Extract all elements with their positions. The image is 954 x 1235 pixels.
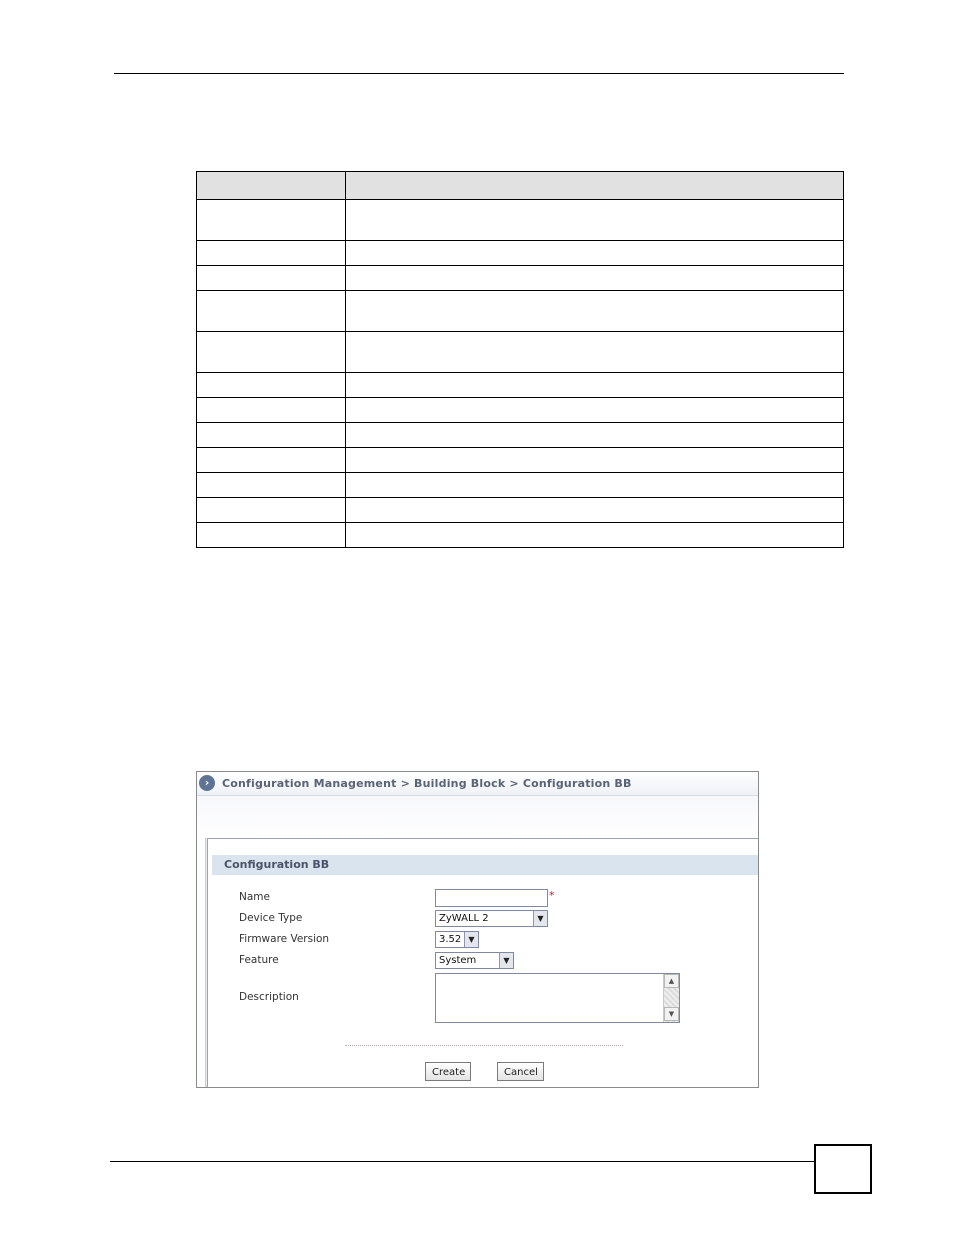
feature-select[interactable] [435,952,514,969]
table-row [197,241,844,266]
table-row [197,332,844,373]
chevron-down-icon[interactable]: ▼ [464,932,478,947]
create-button[interactable]: Create [425,1062,471,1081]
table-row [197,423,844,448]
table-row [197,373,844,398]
firmware-version-select[interactable] [435,931,479,948]
firmware-version-label: Firmware Version [239,933,330,945]
cancel-button[interactable]: Cancel [497,1062,544,1081]
name-input[interactable] [435,889,548,907]
button-separator [345,1045,623,1046]
panel-title: Configuration BB [224,858,330,871]
description-textarea[interactable] [435,973,680,1023]
device-type-label: Device Type [239,912,303,924]
feature-label: Feature [239,954,279,966]
table-row [197,266,844,291]
chevron-down-icon[interactable]: ▼ [499,953,513,968]
reference-table [196,171,844,548]
header-rule [114,73,844,74]
table-row [197,291,844,332]
device-type-select[interactable] [435,910,548,927]
footer-rule [110,1161,815,1162]
chevron-down-icon[interactable]: ▼ [533,911,547,926]
feature-value: System [439,955,477,966]
description-scrollbar[interactable] [663,974,679,1022]
configuration-bb-screenshot [196,771,759,1088]
device-type-value: ZyWALL 2 [439,913,489,924]
name-label: Name [239,891,270,903]
breadcrumb: Configuration Management > Building Block > Configuration BB [222,777,632,790]
scroll-down-icon[interactable]: ▼ [664,1007,679,1021]
table-row [197,473,844,498]
header-band [197,796,758,838]
table-row [197,523,844,548]
firmware-version-value: 3.52 [439,934,462,945]
title-bar [197,772,758,796]
table-row [197,200,844,241]
scroll-up-icon[interactable]: ▲ [664,974,679,988]
arrow-circle-icon[interactable]: › [199,775,215,791]
description-label: Description [239,991,299,1003]
page-number-box [814,1144,872,1194]
table-row [197,498,844,523]
table-row [197,448,844,473]
required-marker: * [549,889,555,902]
table-row [197,398,844,423]
table-header-row [197,172,844,200]
